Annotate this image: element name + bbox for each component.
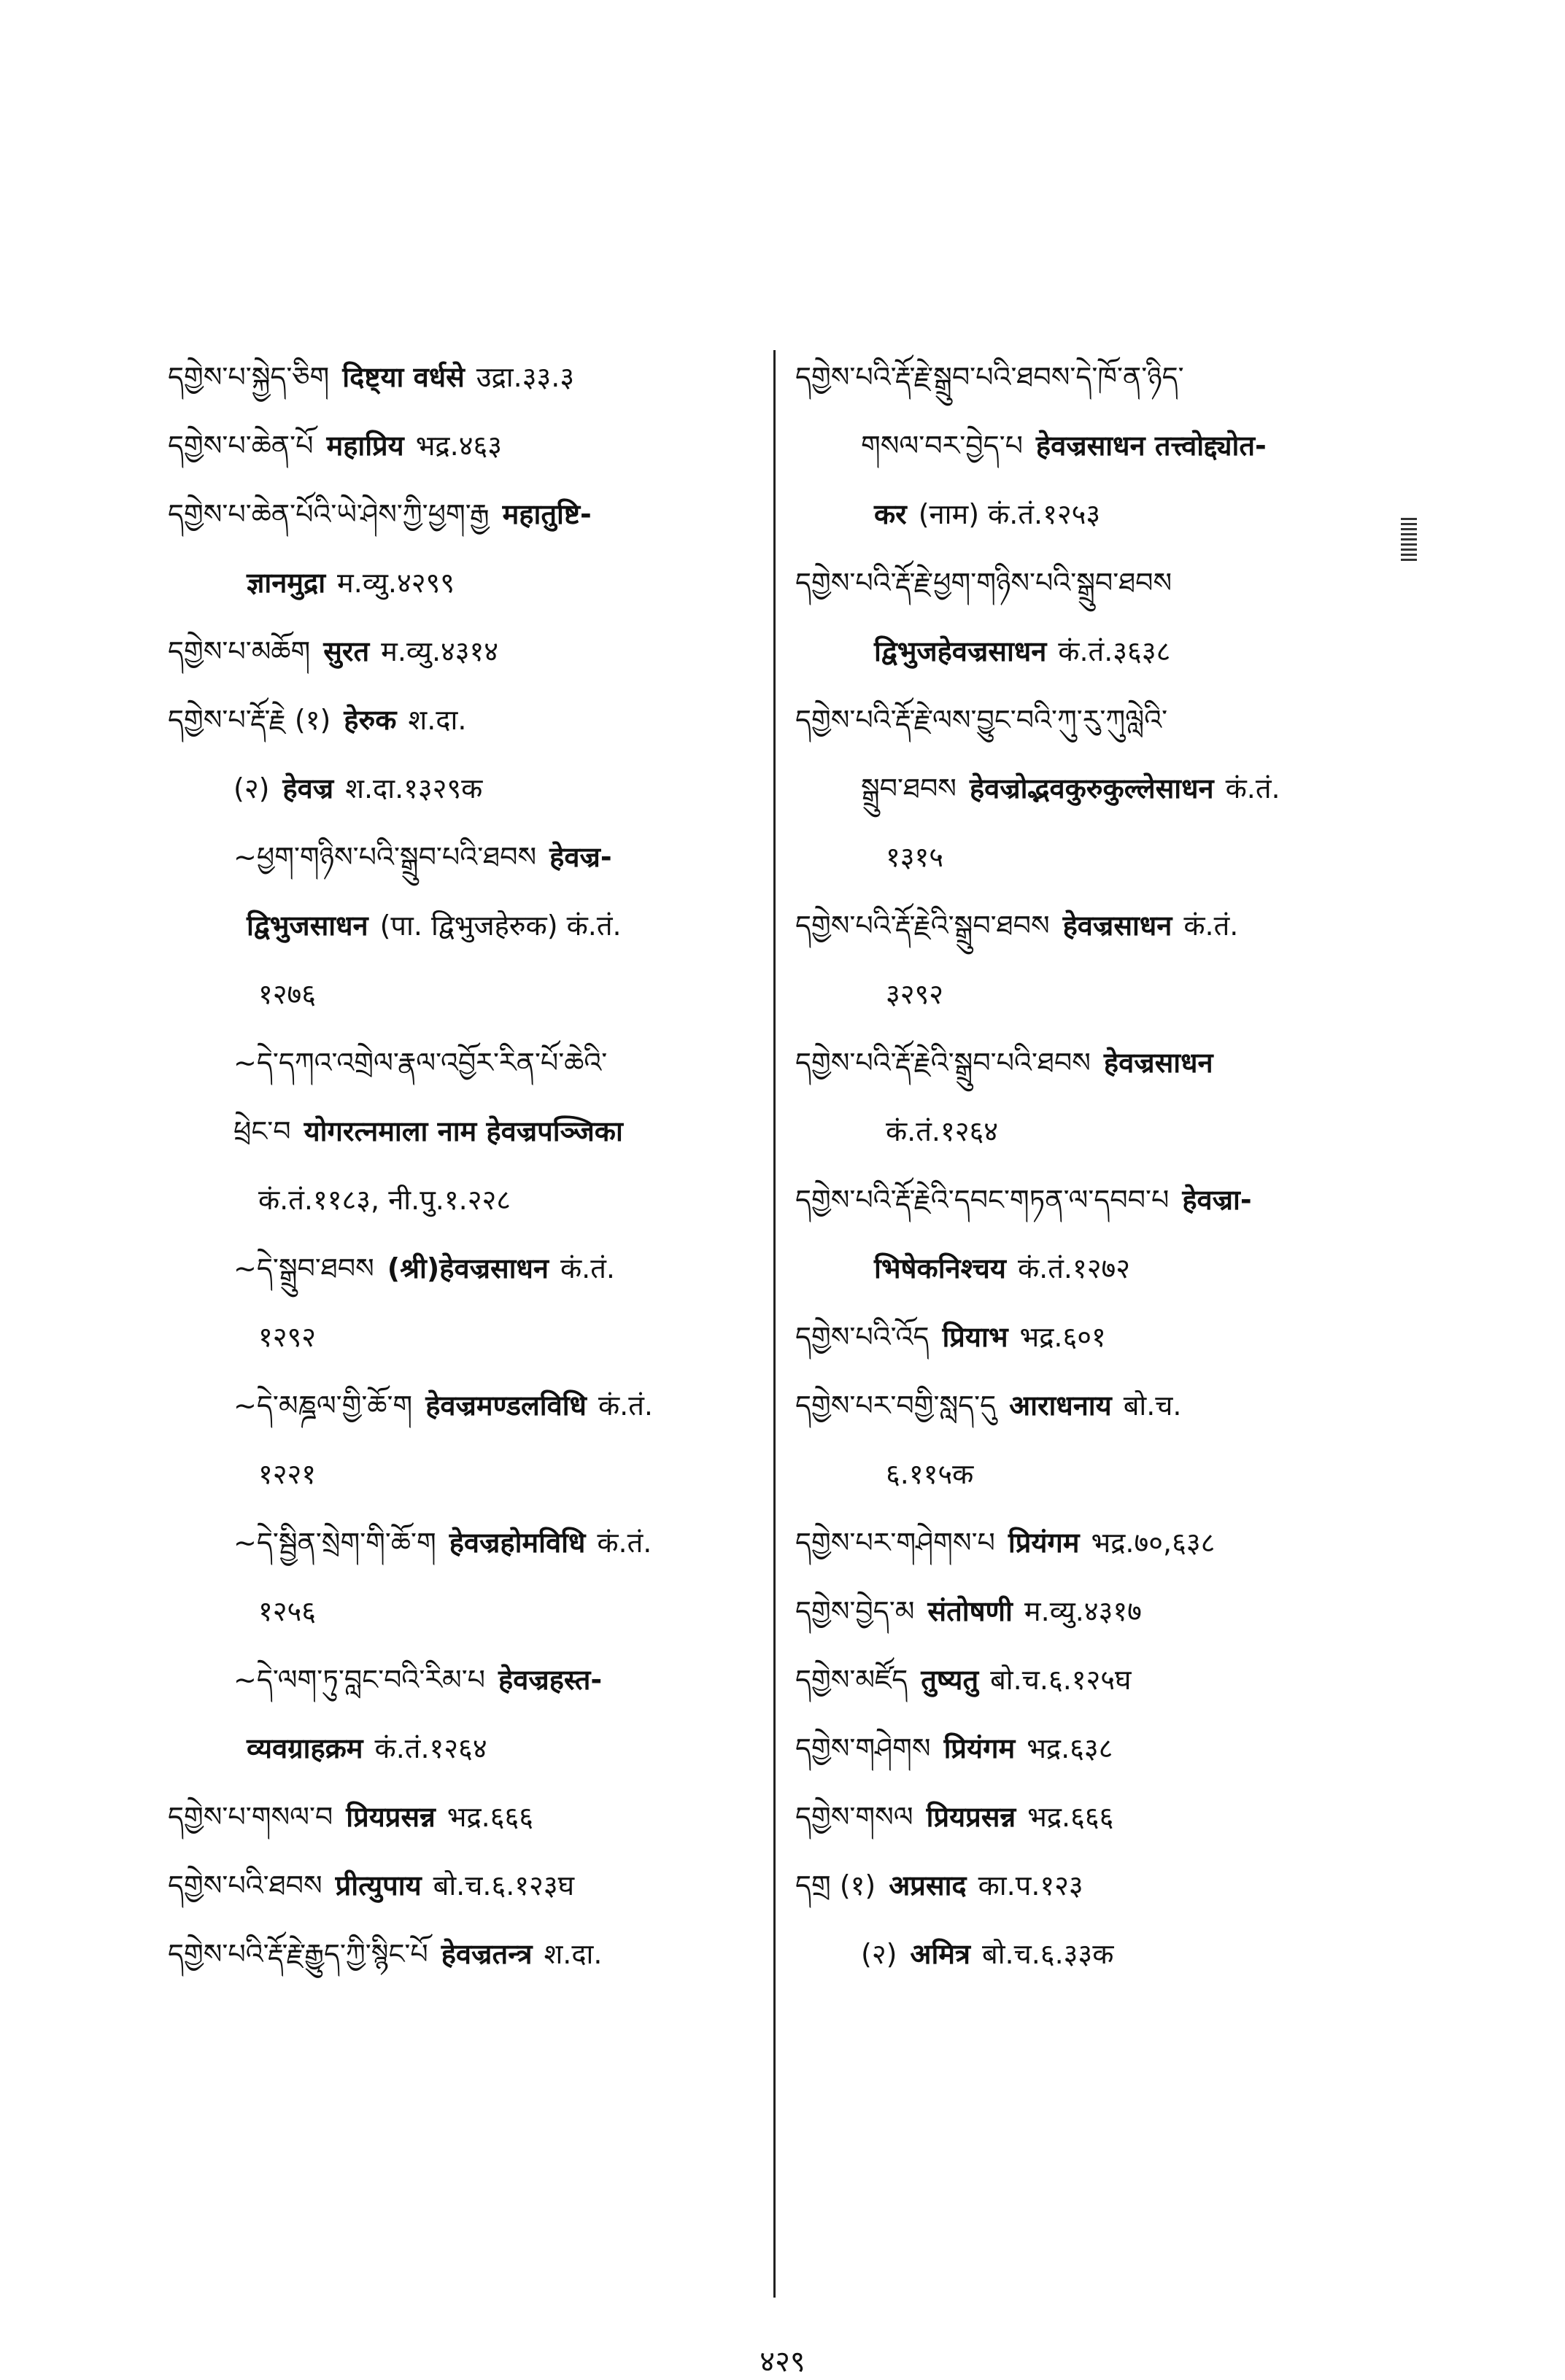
dictionary-line: [168, 1166, 810, 1234]
source-reference: कं.तं.: [1225, 772, 1280, 805]
sanskrit-term: हेवज्रोद्भवकुरुकुल्लेसाधन: [969, 772, 1214, 805]
sanskrit-term: अप्रसाद: [889, 1869, 967, 1902]
tibetan-term: དགྱེས་པ་མཆོག: [168, 635, 311, 667]
sanskrit-term: प्रियाभ: [942, 1321, 1008, 1353]
page-number: ४२९: [760, 2345, 805, 2379]
tibetan-term: དགྱེས་པའི་རྡོ་རྗེ་རྒྱུད་ཀྱི་སྙིང་པོ: [168, 1938, 428, 1970]
dictionary-line: [168, 1028, 810, 1097]
source-reference: कं.तं.१२६४: [374, 1732, 487, 1764]
source-reference: भद्र.६६६: [447, 1801, 534, 1833]
dictionary-line: [795, 1714, 1437, 1783]
sanskrit-term: हेवज्र-: [549, 841, 612, 873]
dictionary-line: [795, 343, 1437, 411]
source-reference: श.दा.: [408, 704, 467, 736]
sanskrit-term: संतोषणी: [927, 1595, 1013, 1627]
tibetan-term: དགྱེས་པའི་རྡོ་རྗེའི་སྒྲུབ་པའི་ཐབས: [795, 1047, 1091, 1079]
dictionary-line: [168, 960, 810, 1028]
dictionary-line: [795, 1851, 1437, 1920]
dictionary-line: [795, 1303, 1437, 1371]
sanskrit-term: (श्री)हेवज्रसाधन: [387, 1252, 549, 1284]
source-reference: भद्र.४६३: [415, 430, 502, 462]
dictionary-line: [795, 1371, 1437, 1440]
tibetan-term: དགྱེས་མཛོད: [795, 1664, 908, 1696]
dictionary-line: [168, 891, 810, 960]
sanskrit-term: प्रियंगम: [1008, 1527, 1080, 1559]
dictionary-line: [168, 1646, 810, 1714]
dictionary-line: [795, 686, 1437, 754]
sanskrit-term: तुष्यतु: [921, 1664, 979, 1696]
dictionary-line: [795, 1783, 1437, 1851]
dictionary-line: [795, 891, 1437, 960]
dictionary-line: [168, 1234, 810, 1303]
tibetan-term: ~དེ་སྒྲུབ་ཐབས: [233, 1252, 374, 1284]
source-reference: म.व्यु.४३१४: [381, 635, 499, 667]
source-reference: बो.च.६.१२५घ: [990, 1664, 1132, 1696]
sanskrit-term: महाप्रिय: [326, 430, 404, 462]
dictionary-line: [168, 1577, 810, 1646]
sanskrit-term: हेवज्रसाधन तत्त्वोद्द्योत-: [1035, 430, 1267, 462]
source-reference: भद्र.६०१: [1019, 1321, 1106, 1353]
right-column: [795, 343, 1437, 1988]
tibetan-term: དགྱེས་པ་སྐྱེད་ཅིག: [168, 361, 330, 393]
source-reference: उद्रा.३३.३: [476, 361, 575, 393]
tibetan-term: (२): [861, 1938, 897, 1970]
source-reference: कं.तं.: [598, 1389, 653, 1422]
dictionary-line: [795, 1440, 1437, 1508]
dictionary-line: [795, 549, 1437, 617]
source-reference: भद्र.६३८: [1027, 1732, 1113, 1764]
dictionary-line: [795, 823, 1437, 891]
source-reference: कं.तं.: [560, 1252, 615, 1284]
source-reference: बो.च.: [1123, 1389, 1182, 1422]
dictionary-line: [795, 1920, 1437, 1988]
sanskrit-term: हेवज्रसाधन: [1103, 1047, 1213, 1079]
source-reference: (नाम) कं.तं.१२५३: [918, 498, 1101, 530]
sanskrit-term: हेवज्र: [282, 772, 334, 805]
dictionary-line: [168, 1508, 810, 1577]
sanskrit-term: हेवज्रसाधन: [1062, 910, 1172, 942]
tibetan-term: ~དེ་སྦྱིན་སྲེག་གི་ཆོ་ག: [233, 1527, 436, 1559]
sanskrit-term: कर: [874, 498, 907, 530]
dictionary-line: [168, 411, 810, 480]
source-reference: (पा. द्विभुजहेरुक) कं.तं.: [379, 910, 622, 942]
sanskrit-term: हेवज्रतन्त्र: [441, 1938, 533, 1970]
tibetan-term: དགྱེས་པའི་རྡོ་རྗེའི་དབང་གཏན་ལ་དབབ་པ: [795, 1184, 1170, 1216]
tibetan-term: ཕྲེང་བ: [233, 1115, 291, 1147]
sanskrit-term: हेरुक: [344, 704, 397, 736]
dictionary-line: [795, 1646, 1437, 1714]
dictionary-line: [168, 617, 810, 686]
dictionary-line: [795, 1166, 1437, 1234]
dictionary-line: [795, 480, 1437, 549]
source-reference: म.व्यु.४३१७: [1024, 1595, 1142, 1627]
tibetan-term: དགྱེས་པ་གསལ་བ: [168, 1801, 333, 1833]
tibetan-term: གསལ་བར་བྱེད་པ: [861, 430, 1023, 462]
source-reference: कं.तं.३६३८: [1058, 635, 1171, 667]
source-reference: १२७६: [258, 978, 317, 1010]
sanskrit-term: हेवज्रमण्डलविधि: [425, 1389, 587, 1422]
source-reference: का.प.१२३: [978, 1869, 1083, 1902]
tibetan-term: དགྱེས་གསལ: [795, 1801, 913, 1833]
dictionary-line: [795, 1097, 1437, 1166]
source-reference: भद्र.७०,६३८: [1091, 1527, 1216, 1559]
source-reference: भद्र.६६६: [1027, 1801, 1114, 1833]
tibetan-term: ~དེ་དཀའ་འགྲེལ་རྣལ་འབྱོར་རིན་པོ་ཆེའི་: [233, 1047, 608, 1079]
sanskrit-term: व्यवग्राहक्रम: [247, 1732, 363, 1764]
dictionary-line: [168, 1920, 810, 1988]
sanskrit-term: प्रियप्रसन्न: [346, 1801, 436, 1833]
dictionary-line: [795, 1028, 1437, 1097]
tibetan-term: སྒྲུབ་ཐབས: [861, 772, 957, 805]
dictionary-line: [168, 754, 810, 823]
tibetan-term: དགྱེས་གཤེགས: [795, 1732, 931, 1764]
tibetan-term: ~ཕྱག་གཉིས་པའི་སྒྲུབ་པའི་ཐབས: [233, 841, 537, 873]
sanskrit-term: द्विभुजहेवज्रसाधन: [874, 635, 1047, 667]
source-reference: १२२१: [258, 1458, 317, 1490]
tibetan-term: དགྱེས་པའི་རྡོ་རྗེ་ཕྱག་གཉིས་པའི་སྒྲུབ་ཐབས: [795, 567, 1172, 599]
sanskrit-term: द्विभुजसाधन: [247, 910, 368, 942]
tibetan-term: ~དེ་ལག་ཏུ་བླང་བའི་རིམ་པ: [233, 1664, 486, 1696]
source-reference: कं.तं.: [1183, 910, 1239, 942]
dictionary-line: [795, 960, 1437, 1028]
source-reference: म.व्यु.४२९९: [337, 567, 455, 599]
dictionary-line: [168, 549, 810, 617]
source-reference: कं.तं.: [597, 1527, 652, 1559]
tibetan-term: དགྱེས་པའི་རྡོ་རྗེ་ལས་བྱུང་བའི་ཀུ་རུ་ཀུལླེའི་: [795, 704, 1168, 736]
tibetan-term: དགྱེས་པར་བགྱི་སླད་དུ: [795, 1389, 997, 1422]
source-reference: कं.तं.११८३, नी.पु.१.२२८: [258, 1184, 511, 1216]
source-reference: कं.तं.१२६४: [886, 1115, 999, 1147]
source-reference: ६.११५क: [886, 1458, 974, 1490]
dictionary-line: [168, 1714, 810, 1783]
tibetan-term: དགྱེས་བྱེད་མ: [795, 1595, 915, 1627]
dictionary-line: [795, 1508, 1437, 1577]
dictionary-line: [795, 1577, 1437, 1646]
tibetan-term: དགྱེས་པར་གཤེགས་པ: [795, 1527, 995, 1559]
dictionary-line: [168, 686, 810, 754]
source-reference: १२९२: [258, 1321, 317, 1353]
left-column: [168, 343, 810, 1988]
tibetan-term: དགྱེས་པ་རྡོ་རྗེ (१): [168, 704, 331, 736]
sanskrit-term: प्रियप्रसन्न: [926, 1801, 1016, 1833]
tibetan-term: (२): [233, 772, 270, 805]
dictionary-line: [168, 343, 810, 411]
source-reference: १२५६: [258, 1595, 317, 1627]
source-reference: कं.तं.१२७२: [1017, 1252, 1131, 1284]
dictionary-line: [168, 1371, 810, 1440]
dictionary-line: [168, 480, 810, 549]
sanskrit-term: प्रीत्युपाय: [335, 1869, 422, 1902]
sanskrit-term: प्रियंगम: [943, 1732, 1016, 1764]
dictionary-line: [795, 411, 1437, 480]
sanskrit-term: भिषेकनिश्चय: [874, 1252, 1006, 1284]
dictionary-line: [795, 617, 1437, 686]
tibetan-term: དགྱེས་པ་ཆེན་པོའི་ཡེ་ཤེས་ཀྱི་ཕྱག་རྒྱ: [168, 498, 490, 530]
dictionary-line: [168, 1783, 810, 1851]
tibetan-term: དགྱེས་པའི་འོད: [795, 1321, 930, 1353]
sanskrit-term: हेवज्रहोमविधि: [449, 1527, 586, 1559]
sanskrit-term: दिष्ट्या वर्धसे: [342, 361, 465, 393]
tibetan-term: དགྱེས་པའི་རྡོ་རྗེ་སྒྲུབ་པའི་ཐབས་དེ་ཁོ་ན་ཉིད་: [795, 361, 1184, 393]
sanskrit-term: आराधनाय: [1009, 1389, 1112, 1422]
source-reference: श.दा.: [544, 1938, 603, 1970]
tibetan-term: དགྱེས་པ་ཆེན་པོ: [168, 430, 314, 462]
sanskrit-term: महातुष्टि-: [502, 498, 592, 530]
tibetan-term: ~དེ་མཎྜལ་གྱི་ཆོ་ག: [233, 1389, 413, 1422]
sanskrit-term: हेवज्रा-: [1182, 1184, 1252, 1216]
dictionary-line: [795, 754, 1437, 823]
dictionary-line: [168, 1097, 810, 1166]
sanskrit-term: ज्ञानमुद्रा: [247, 567, 326, 599]
source-reference: बो.च.६.३३क: [982, 1938, 1114, 1970]
dictionary-line: [795, 1234, 1437, 1303]
sanskrit-term: योगरत्नमाला नाम हेवज्रपञ्जिका: [304, 1115, 623, 1147]
source-reference: बो.च.६.१२३घ: [433, 1869, 575, 1902]
dictionary-line: [168, 1851, 810, 1920]
source-reference: १३१५: [886, 841, 944, 873]
dictionary-line: [168, 823, 810, 891]
dictionary-line: [168, 1303, 810, 1371]
tibetan-term: དགྱེས་པའི་རྡོ་རྗེའི་སྒྲུབ་ཐབས: [795, 910, 1050, 942]
tibetan-term: དགྱེས་པའི་ཐབས: [168, 1869, 322, 1902]
tibetan-term: དགྲ (१): [795, 1869, 876, 1902]
sanskrit-term: सुरत: [323, 635, 370, 667]
dictionary-line: [168, 1440, 810, 1508]
sanskrit-term: हेवज्रहस्त-: [498, 1664, 603, 1696]
sanskrit-term: अमित्र: [910, 1938, 970, 1970]
source-reference: श.दा.१३२९क: [345, 772, 483, 805]
source-reference: ३२९२: [886, 978, 944, 1010]
